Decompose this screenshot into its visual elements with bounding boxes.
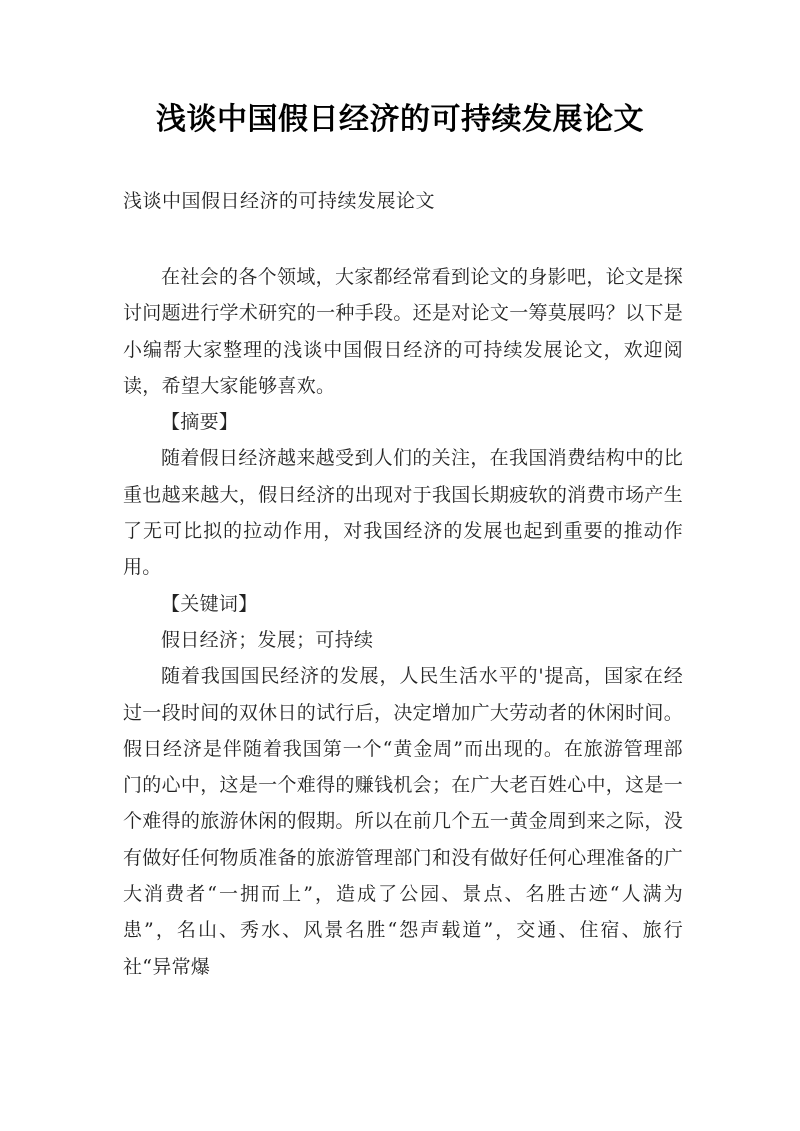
keywords-heading: 【关键词】 xyxy=(161,592,258,615)
keywords-list: 假日经济；发展；可持续 xyxy=(161,628,374,651)
abstract-paragraph: 随着假日经济越来越受到人们的关注，在我国消费结构中的比重也越来越大，假日经济的出现对于我国长期疲软的消费市场产生了无可比拟的拉动作用，对我国经济的发展也起到重要的推动作用。 xyxy=(123,447,683,579)
intro-paragraph: 在社会的各个领域，大家都经常看到论文的身影吧，论文是探讨问题进行学术研究的一种手段。还是对论文一筹莫展吗？以下是小编帮大家整理的浅谈中国假日经济的可持续发展论文，欢迎阅读，希望大家能够喜欢。 xyxy=(123,266,683,397)
abstract-heading: 【摘要】 xyxy=(161,411,239,434)
document-subtitle: 浅谈中国假日经济的可持续发展论文 xyxy=(123,190,436,212)
document-title: 浅谈中国假日经济的可持续发展论文 xyxy=(156,102,644,137)
body-paragraph: 随着我国国民经济的发展，人民生活水平的'提高，国家在经过一段时间的双休日的试行后，决定增加广大劳动者的休闲时间。假日经济是伴随着我国第一个“黄金周”而出现的。在旅游管理部门的心中，这是一个难得的赚钱机会；在广大老百姓心中，这是一个难得的旅游休闲的假期。所以在前几个五一黄金周到来之际，没有做好任何物质准备的旅游管理部门和没有做好任何心理准备的广大消费者“一拥而上”，造成了公园、景点、名胜古迹“人满为患”，名山、秀水、风景名胜“怨声载道”，交通、住宿、旅行社“异常爆 xyxy=(123,665,683,978)
document-body xyxy=(123,259,683,985)
